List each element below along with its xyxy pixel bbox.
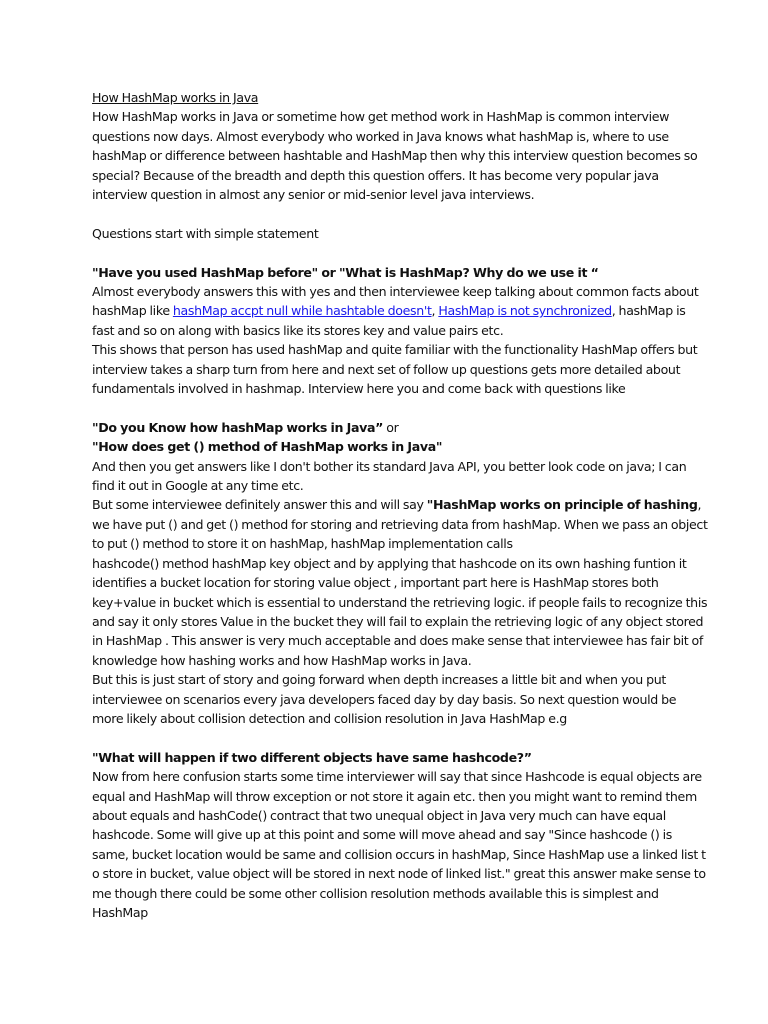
document-title: How HashMap works in Java [92, 90, 259, 105]
link-separator: , [431, 303, 439, 319]
collision-paragraph: Now from here confusion starts some time interviewer will say that since Hashcode is equal objects are equal and HashMap will throw exception or not store it again etc. then you might want to remind them about equals and hashCode() contract that two unequal object in Java very much can have equal hashcode. Some will give up at this point and some will move ahead and say "Since hashcode () is same, bucket location would be same and collision occurs in hashMap, Since HashMap use a linked list t o store in bucket, value object will be stored in next node of linked list." great this answer make sense to me though there could be some other collision resolution methods available this is simplest and HashMap [92, 769, 706, 920]
question-two-tail: or [383, 419, 399, 435]
paragraph-gap [92, 243, 708, 262]
question-two-get-heading: "How does get () method of HashMap works in Java" [92, 439, 443, 455]
hashing-principle-start: But some interviewee definitely answer this and will say [92, 497, 427, 513]
hashcode-paragraph: hashcode() method hashMap key object and by applying that hashcode on its own hashing funtion it identifies a bucket location for storing value object , important part here is HashMap stores both key+value in bucket which is essential to understand the retrieving logic. if people fails to recognize this and say it only stores Value in the bucket they will fail to explain the retrieving logic of any object stored in HashMap . This answer is very much acceptable and does make sense that interviewee has fair bit of knowledge how hashing works and how HashMap works in Java. [92, 555, 708, 668]
paragraph-gap [92, 204, 708, 223]
question-two-bold: "Do you Know how hashMap works in Java” [92, 419, 384, 435]
sharp-turn-paragraph: This shows that person has used hashMap and quite familiar with the functionality HashMap offers but interview takes a sharp turn from here and next set of follow up questions gets more detailed about fundamentals involved in hashmap. Interview here you and come back with questions like [92, 342, 698, 397]
paragraph-gap [92, 728, 708, 747]
question-two-heading [92, 418, 708, 437]
common-facts-paragraph [92, 282, 708, 340]
intro-paragraph: How HashMap works in Java or sometime how get method work in HashMap is common interview questions now days. Almost everybody who worked in Java knows what hashMap is, where to use hashMap or difference between hashtable and HashMap then why this interview question becomes so special? Because of the breadth and depth this question offers. It has become very popular java interview question in almost any senior or mid-senior level java interviews. [92, 109, 698, 203]
question-three-heading: "What will happen if two different objects have same hashcode?” [92, 749, 532, 765]
null-key-link[interactable]: hashMap accpt null while hashtable doesn't [172, 303, 432, 319]
paragraph-gap [92, 398, 708, 417]
questions-start-line: Questions start with simple statement [92, 225, 319, 241]
hashing-principle-rest: , we have put () and get () method for storing and retrieving data from hashMap. When we pass an object to put () method to store it on hashMap, hashMap implementation calls [92, 497, 708, 552]
hashing-principle-paragraph [92, 495, 708, 553]
common-facts-tail: , hashMap is fast and so on along with basics like its stores key and value pairs etc. [92, 303, 686, 338]
story-start-paragraph: But this is just start of story and going forward when depth increases a little bit and when you put interviewee on scenarios every java developers faced day by day basis. So next question would be more likely about collision detection and collision resolution in Java HashMap e.g [92, 672, 677, 726]
hashing-principle-bold: "HashMap works on principle of hashing [426, 497, 698, 513]
standard-api-paragraph: And then you get answers like I don't bother its standard Java API, you better look code on java; I can find it out in Google at any time etc. [92, 458, 687, 494]
question-one-heading: "Have you used HashMap before" or "What is HashMap? Why do we use it “ [92, 264, 599, 280]
common-facts-text: Almost everybody answers this with yes and then interviewee keep talking about common facts about hashMap like [92, 284, 699, 319]
synchronized-link[interactable]: HashMap is not synchronized [438, 303, 612, 319]
